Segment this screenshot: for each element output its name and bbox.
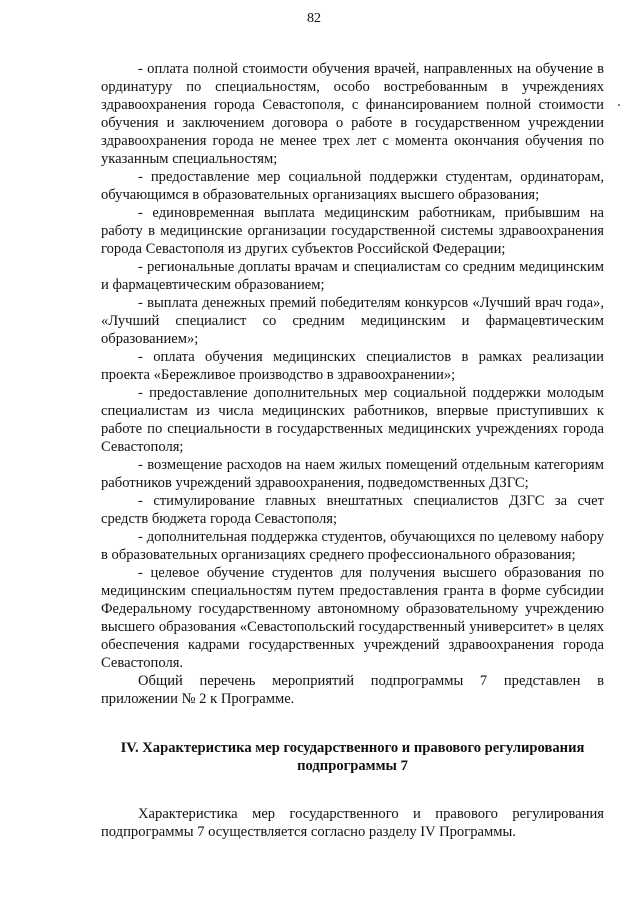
section-heading: IV. Характеристика мер государственного и правового регулирования подпрограммы 7: [120, 740, 585, 774]
paragraph-one-time-payment: - единовременная выплата медицинским работникам, прибывшим на работу в медицинские организации государственной системы здравоохранения города Севастополя из других субъектов Российской Федерации;: [101, 205, 604, 257]
page-number: 82: [307, 11, 321, 26]
paragraph-housing-compensation: - возмещение расходов на наем жилых помещений отдельным категориям работников учреждений здравоохранения, подведомственных ДЗГС;: [101, 457, 604, 491]
paragraph-young-specialists: - предоставление дополнительных мер социальной поддержки молодым специалистам из числа медицинских работников, впервые приступивших к работе по специальности в государственных медицинских учреждениях города Севастополя;: [101, 385, 604, 455]
paragraph-targeted-higher-education: - целевое обучение студентов для получения высшего образования по медицинским специальностям путем предоставления гранта в форме субсидии Федеральному государственному автономному образовательному учреждению высшего образования «Севастопольский государственный университет» в целях обеспечения кадрами государственных учреждений здравоохранения города Севастополя.: [101, 565, 604, 671]
paragraph-student-support: - предоставление мер социальной поддержки студентам, ординаторам, обучающимся в образовательных организациях высшего образования;: [101, 169, 604, 203]
scan-artifact-dot: [618, 104, 620, 106]
paragraph-targeted-students-support: - дополнительная поддержка студентов, обучающихся по целевому набору в образовательных организациях среднего профессионального образования;: [101, 529, 604, 563]
paragraph-tuition-residency: - оплата полной стоимости обучения врачей, направленных на обучение в ординатуру по специальностям, особо востребованным в учреждениях здравоохранения города Севастополя, с финансированием полной стоимости обучения и заключением договора о работе в государственном учреждении здравоохранения города не менее трех лет с момента окончания обучения по указанным специальностям;: [101, 61, 604, 167]
document-body: [101, 60, 604, 841]
paragraph-regional-allowances: - региональные доплаты врачам и специалистам со средним медицинским и фармацевтическим образованием;: [101, 259, 604, 293]
paragraph-activities-list: Общий перечень мероприятий подпрограммы 7 представлен в приложении № 2 к Программе.: [101, 673, 604, 707]
paragraph-chief-specialists-incentive: - стимулирование главных внештатных специалистов ДЗГС за счет средств бюджета города Севастополя;: [101, 493, 604, 527]
paragraph-regulation-characteristics: Характеристика мер государственного и правового регулирования подпрограммы 7 осуществляется согласно разделу IV Программы.: [101, 806, 604, 840]
paragraph-contest-prizes: - выплата денежных премий победителям конкурсов «Лучший врач года», «Лучший специалист со средним медицинским и фармацевтическим образованием»;: [101, 295, 604, 347]
paragraph-lean-production-training: - оплата обучения медицинских специалистов в рамках реализации проекта «Бережливое производство в здравоохранении»;: [101, 349, 604, 383]
